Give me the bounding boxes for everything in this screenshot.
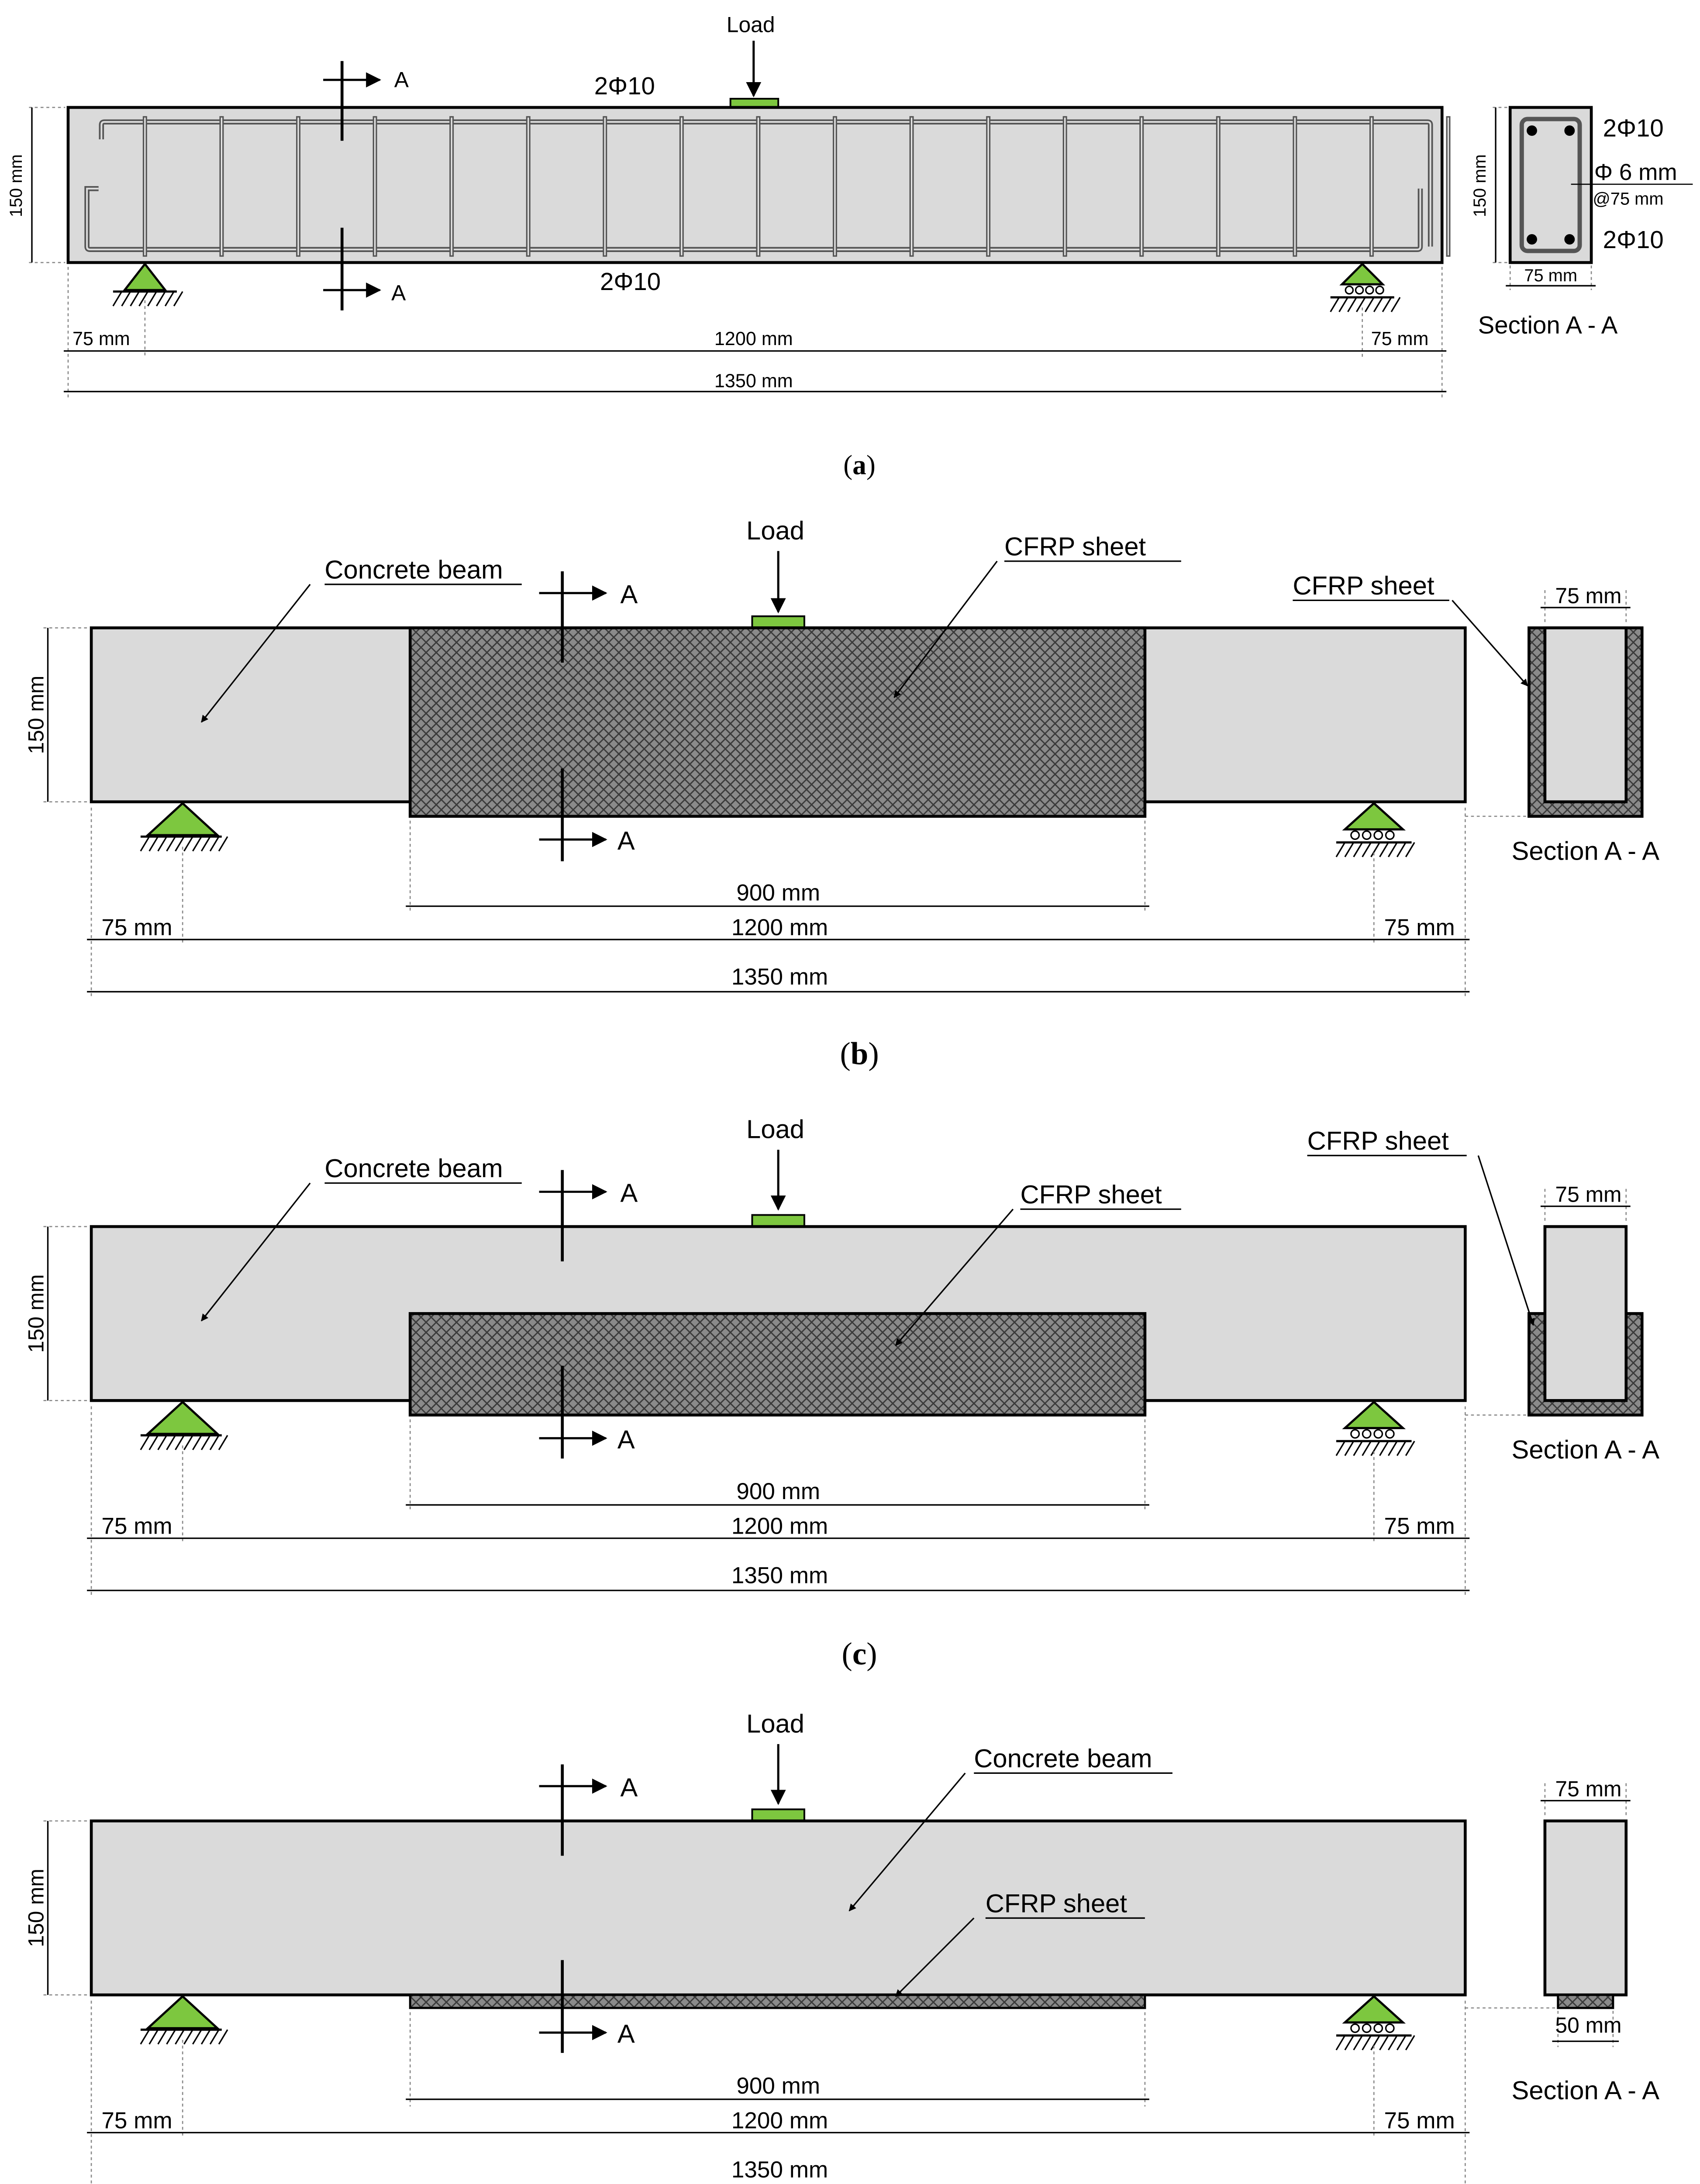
section-width-label: 75 mm xyxy=(1524,266,1578,286)
cross-section-concrete xyxy=(1545,1227,1626,1400)
concrete-beam xyxy=(91,1821,1465,1995)
roller-support-right xyxy=(1331,264,1400,312)
total-length-dim: 1350 mm xyxy=(731,1562,828,1589)
cfrp-length-dim: 900 mm xyxy=(736,1479,821,1505)
load-label: Load xyxy=(746,1709,805,1738)
right-overhang-dim: 75 mm xyxy=(1384,1513,1455,1539)
span-dim: 1200 mm xyxy=(714,328,793,350)
section-marker-top: A xyxy=(394,67,409,92)
section-cfrp-width-label: 50 mm xyxy=(1555,2013,1622,2038)
section-width-label: 75 mm xyxy=(1555,1776,1622,1801)
concrete-beam xyxy=(68,107,1442,263)
height-label: 150 mm xyxy=(24,675,48,754)
pin-support-left xyxy=(113,264,183,306)
cfrp-bottom-sheet xyxy=(410,1995,1145,2008)
panel-b xyxy=(24,516,1660,1071)
left-overhang-dim: 75 mm xyxy=(72,328,130,350)
pin-support-left xyxy=(141,803,228,851)
load-plate xyxy=(752,616,804,628)
section-width-label: 75 mm xyxy=(1555,1182,1622,1207)
rebar-dot xyxy=(1527,125,1537,136)
cfrp-sheet-label: CFRP sheet xyxy=(1004,532,1146,561)
section-marker-top: A xyxy=(620,1773,638,1802)
section-cfrp-label: CFRP sheet xyxy=(1293,571,1434,601)
total-length-dim: 1350 mm xyxy=(731,964,828,990)
cfrp-length-dim: 900 mm xyxy=(736,880,821,906)
section-marker-bottom: A xyxy=(617,2019,635,2049)
roller-support-right xyxy=(1336,1402,1414,1456)
height-label: 150 mm xyxy=(24,1869,48,1947)
section-title: Section A - A xyxy=(1511,2076,1660,2105)
section-cfrp-label: CFRP sheet xyxy=(1307,1126,1449,1156)
rebar-dot xyxy=(1564,125,1575,136)
panel-caption: (a) xyxy=(843,449,876,480)
bottom-bar-label: 2Φ10 xyxy=(600,268,661,296)
section-marker-top: A xyxy=(620,579,638,609)
cross-section-cfrp xyxy=(1558,1995,1613,2008)
cfrp-length-dim: 900 mm xyxy=(736,2073,821,2099)
left-overhang-dim: 75 mm xyxy=(101,2108,172,2134)
section-bottom-bars: 2Φ10 xyxy=(1603,225,1664,253)
section-marker-bottom: A xyxy=(617,1424,635,1454)
panel-caption: (b) xyxy=(840,1036,879,1071)
caption-letter: b xyxy=(850,1036,869,1071)
right-overhang-dim: 75 mm xyxy=(1371,328,1429,350)
span-dim: 1200 mm xyxy=(731,915,828,940)
load-label: Load xyxy=(746,515,805,545)
stirrup-spacing: @75 mm xyxy=(1593,189,1664,209)
span-dim: 1200 mm xyxy=(731,2108,828,2134)
section-marker-bottom: A xyxy=(617,826,635,856)
right-overhang-dim: 75 mm xyxy=(1384,915,1455,940)
concrete-beam-label: Concrete beam xyxy=(324,555,503,584)
roller-support-right xyxy=(1336,1996,1414,2050)
left-overhang-dim: 75 mm xyxy=(101,1513,172,1539)
pin-support-left xyxy=(141,1996,228,2044)
caption-letter: a xyxy=(852,449,866,480)
cfrp-sheet-label: CFRP sheet xyxy=(1020,1179,1162,1209)
roller-support-right xyxy=(1336,803,1414,857)
stirrup-label: Φ 6 mm xyxy=(1594,159,1677,185)
total-length-dim: 1350 mm xyxy=(714,370,793,392)
section-top-bars: 2Φ10 xyxy=(1603,114,1664,142)
section-height-label: 150 mm xyxy=(1470,154,1490,218)
height-label: 150 mm xyxy=(6,154,26,218)
panel-a xyxy=(7,12,1693,480)
section-title: Section A - A xyxy=(1511,1435,1660,1465)
panel-c xyxy=(24,1115,1660,1672)
cfrp-sheet-label: CFRP sheet xyxy=(985,1888,1127,1918)
section-marker-top: A xyxy=(620,1178,638,1208)
cross-section-concrete xyxy=(1545,1821,1626,1995)
pin-support-left xyxy=(141,1402,228,1450)
load-label: Load xyxy=(726,12,775,37)
load-plate xyxy=(752,1809,804,1821)
cross-section-concrete xyxy=(1545,628,1626,802)
load-plate xyxy=(752,1215,804,1227)
concrete-beam-label: Concrete beam xyxy=(974,1744,1152,1773)
caption-letter: c xyxy=(852,1636,867,1672)
top-bar-label: 2Φ10 xyxy=(594,72,655,100)
cfrp-u-wrap xyxy=(410,628,1145,816)
section-marker-bottom: A xyxy=(391,280,406,305)
panel-d xyxy=(24,1709,1660,2184)
concrete-beam-label: Concrete beam xyxy=(324,1154,503,1183)
total-length-dim: 1350 mm xyxy=(731,2157,828,2183)
section-title: Section A - A xyxy=(1511,836,1660,866)
span-dim: 1200 mm xyxy=(731,1513,828,1539)
right-overhang-dim: 75 mm xyxy=(1384,2108,1455,2134)
left-overhang-dim: 75 mm xyxy=(101,915,172,940)
rebar-dot xyxy=(1527,234,1537,245)
cfrp-side-sheet xyxy=(410,1313,1145,1415)
load-label: Load xyxy=(746,1114,805,1144)
panel-caption: (c) xyxy=(841,1636,877,1672)
section-title: Section A - A xyxy=(1478,311,1618,339)
height-label: 150 mm xyxy=(24,1274,48,1353)
rebar-dot xyxy=(1564,234,1575,245)
section-width-label: 75 mm xyxy=(1555,583,1622,608)
